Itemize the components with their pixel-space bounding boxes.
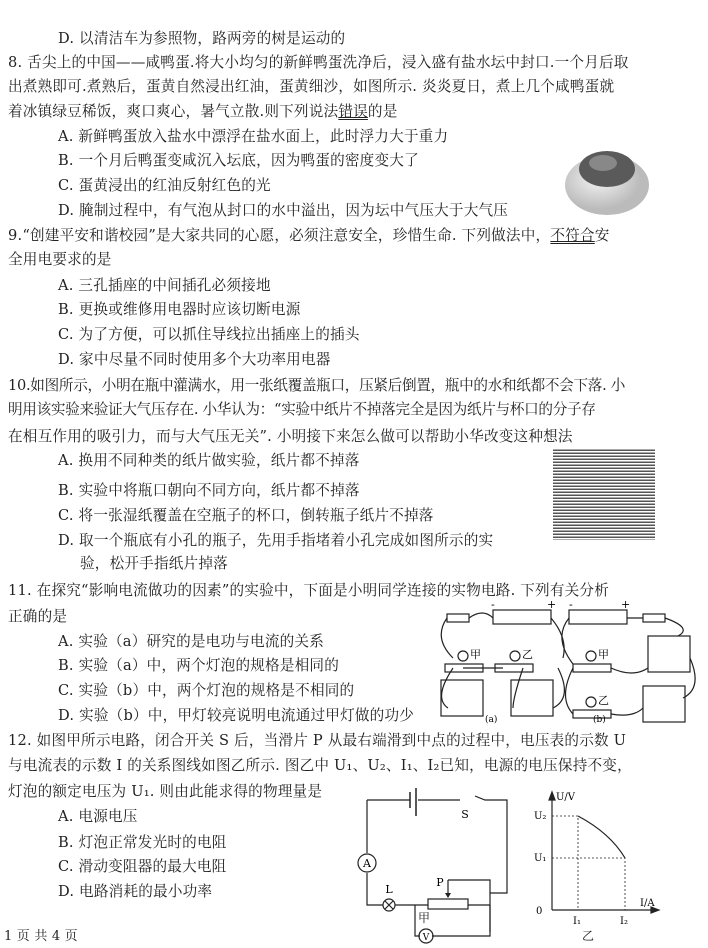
q9-option-a: A. 三孔插座的中间插孔必须接地 [58,277,271,294]
x-axis-label: I/A [640,898,655,909]
q9-text-1 [8,226,610,246]
q10-option-d: D. 取一个瓶底有小孔的瓶子，先用手指堵着小孔完成如图所示的实 [58,532,494,549]
q12-option-c: C. 滑动变阻器的最大电阻 [58,858,227,875]
q8-text-3 [8,102,398,122]
q12-text-2: 与电流表的示数 I 的关系图线如图乙所示. 图乙中 U₁、U₂、I₁、I₂已知，电源的电压保持不变， [8,757,632,774]
text: 9.“创建平安和谐校园”是大家共同的心愿，必须注意安全，珍惜生命. 下列做法中， [8,227,551,244]
q11-text-1: 11. 在探究“影响电流做功的因素”的实验中，下面是小明同学连接的实物电路. 下列有关分析 [8,582,610,599]
q10-text-2: 明用该实验来验证大气压存在. 小华认为：“实验中纸片不掉落完全是因为纸片与杯口的分子存 [8,401,596,418]
page-footer: 1 页 共 4 页 [4,929,78,944]
q8-option-a: A. 新鲜鸭蛋放入盐水中漂浮在盐水面上，此时浮力大于重力 [58,128,449,145]
q8-text-1: 8. 舌尖上的中国——咸鸭蛋.将大小均匀的新鲜鸭蛋洗净后，浸入盛有盐水坛中封口.一个月后取 [8,54,629,71]
q12-graph-yi [520,788,670,928]
q8-option-b: B. 一个月后鸭蛋变咸沉入坛底，因为鸭蛋的密度变大了 [58,152,419,169]
battery-minus-a: - [491,598,495,611]
q9-option-b: B. 更换或维修用电器时应该切断电源 [58,301,301,318]
lamp-jia-a: 甲 [470,648,481,661]
u1-label: U₁ [534,853,547,864]
salted-egg-image [555,143,665,213]
q11-option-d: D. 实验（b）中，甲灯较亮说明电流通过甲灯做的功少 [58,707,415,724]
label-a: (a) [485,715,498,725]
q10-option-a: A. 换用不同种类的纸片做实验，纸片都不掉落 [58,452,360,469]
q8-option-c: C. 蛋黄浸出的红油反射红色的光 [58,177,271,194]
lamp-label: L [385,883,393,896]
battery-plus-a: + [547,598,557,611]
switch-label: S [461,808,469,821]
q12-text-1: 12. 如图甲所示电路，闭合开关 S 后，当滑片 P 从最右端滑到中点的过程中，电压表的示数 U [8,732,627,749]
battery-plus-b: + [621,598,631,611]
text: 着冰镇绿豆稀饭，爽口爽心，暑气立散.则下列说法 [8,103,339,120]
bottle-experiment-image [553,448,655,540]
origin-label: 0 [536,906,543,917]
voltmeter-label: V [422,933,430,943]
q10-option-b: B. 实验中将瓶口朝向不同方向，纸片都不掉落 [58,482,360,499]
q10-option-d-cont: 验，松开手指纸片掉落 [80,555,228,572]
q12-option-b: B. 灯泡正常发光时的电阻 [58,834,227,851]
text: 安 [594,227,610,244]
q10-text-1: 10.如图所示，小明在瓶中灌满水，用一张纸覆盖瓶口，压紧后倒置，瓶中的水和纸都不会下落. 小 [8,377,626,394]
caption-jia: 甲 [418,911,431,925]
caption-yi: 乙 [582,929,595,943]
q10-option-c: C. 将一张湿纸覆盖在空瓶子的杯口，倒转瓶子纸片不掉落 [58,507,434,524]
label-b: (b) [593,715,606,725]
lamp-yi-b: 乙 [598,694,609,707]
text: 的是 [367,103,398,120]
q11-circuit-figure [433,598,703,724]
lamp-jia-b: 甲 [598,648,609,661]
emphasis: 不符合 [550,227,595,244]
battery-minus-b: - [569,598,573,611]
ammeter-label: A [363,857,371,870]
q12-option-a: A. 电源电压 [58,808,138,825]
q11-option-c: C. 实验（b）中，两个灯泡的规格是不相同的 [58,682,355,699]
i2-label: I₂ [620,916,628,927]
q11-option-a: A. 实验（a）研究的是电功与电流的关系 [58,633,325,650]
q12-option-d: D. 电路消耗的最小功率 [58,883,213,900]
q8-option-d: D. 腌制过程中，有气泡从封口的水中溢出，因为坛中气压大于大气压 [58,202,509,219]
q11-text-2: 正确的是 [8,608,68,625]
q9-text-2: 全用电要求的是 [8,251,112,268]
q12-text-3: 灯泡的额定电压为 U₁. 则由此能求得的物理量是 [8,783,323,800]
q11-option-b: B. 实验（a）中，两个灯泡的规格是相同的 [58,657,339,674]
prev-option-d: D. 以清洁车为参照物，路两旁的树是运动的 [58,30,346,47]
q8-text-2: 出煮熟即可.煮熟后，蛋黄自然浸出红油，蛋黄细沙，如图所示. 炎炎夏日，煮上几个咸鸭蛋就 [8,78,615,95]
u2-label: U₂ [534,811,547,822]
lamp-yi-a: 乙 [522,648,533,661]
q9-option-d: D. 家中尽量不同时使用多个大功率用电器 [58,351,331,368]
emphasis: 错误 [338,103,368,120]
i1-label: I₁ [573,916,581,927]
y-axis-label: U/V [556,792,576,803]
q9-option-c: C. 为了方便，可以抓住导线拉出插座上的插头 [58,326,360,343]
q10-text-3: 在相互作用的吸引力，而与大气压无关”. 小明接下来怎么做可以帮助小华改变这种想法 [8,428,573,445]
q12-circuit-jia [350,790,520,943]
slider-label: P [436,876,444,889]
